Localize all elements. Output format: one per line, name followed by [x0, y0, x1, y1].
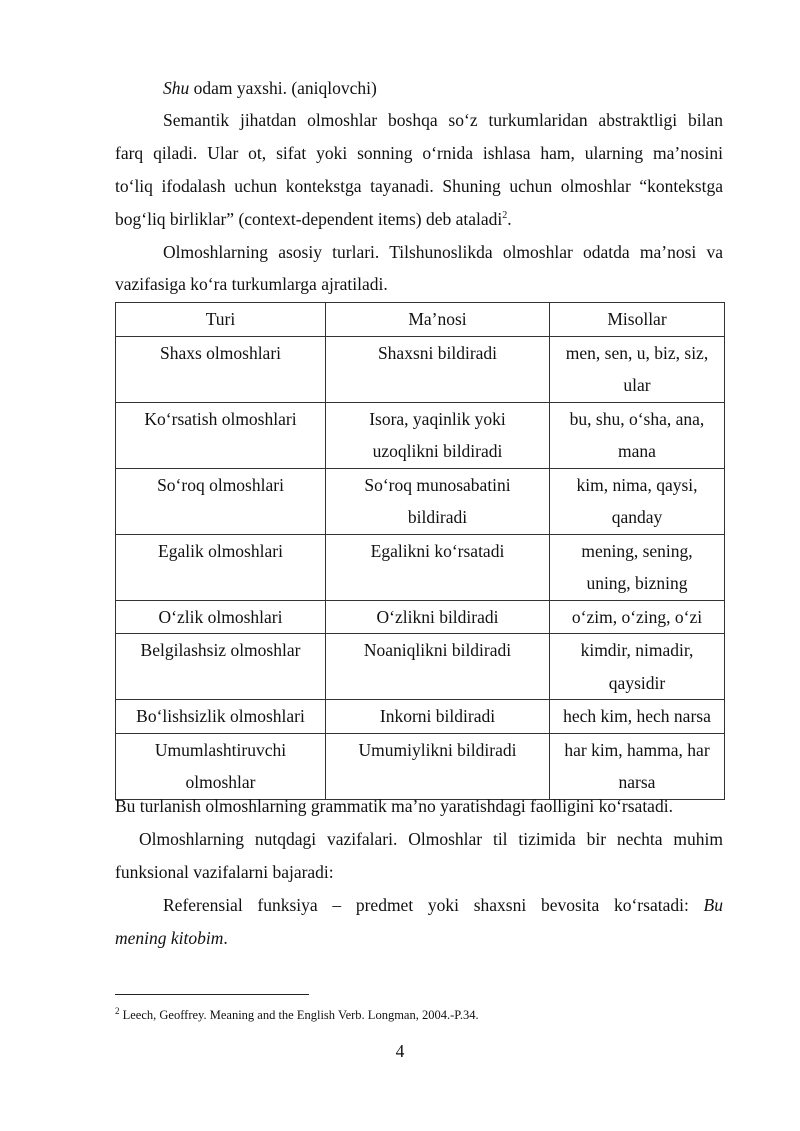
cell-misollar: mening, sening, uning, bizning [550, 534, 725, 600]
cell-misollar: kim, nima, qaysi, qanday [550, 468, 725, 534]
footnote-mark: 2 [115, 1006, 120, 1016]
cell-manosi: Noaniqlikni bildiradi [326, 634, 550, 700]
functions-paragraph-line-2: funksional vazifalarni bajaradi: [115, 862, 334, 882]
cell-manosi: Umumiylikni bildiradi [326, 733, 550, 799]
cell-misollar: har kim, hamma, har narsa [550, 733, 725, 799]
cell-manosi: Egalikni ko‘rsatadi [326, 534, 550, 600]
types-paragraph-line-2: vazifasiga ko‘ra turkumlarga ajratiladi. [115, 274, 388, 294]
referential-paragraph-line-1 [163, 889, 723, 922]
cell-manosi: Isora, yaqinlik yoki uzoqlikni bildiradi [326, 402, 550, 468]
table-row [116, 336, 725, 402]
cell-turi: Bo‘lishsizlik olmoshlari [116, 700, 326, 734]
table-row [116, 468, 725, 534]
semantic-paragraph-line-1: Semantik jihatdan olmoshlar boshqa so‘z turkumlaridan abstraktligi bilan [163, 110, 723, 130]
semantic-paragraph-line-3: to‘liq ifodalash uchun kontekstga tayanadi. Shuning uchun olmoshlar “kontekstga [115, 176, 723, 196]
referential-example-end: mening kitobim [115, 928, 224, 948]
table-row [116, 600, 725, 634]
cell-manosi: Shaxsni bildiradi [326, 336, 550, 402]
cell-turi: Umumlashtiruvchi olmoshlar [116, 733, 326, 799]
semantic-paragraph-end-text: bog‘liq birliklar” (context-dependent items) deb ataladi [115, 209, 503, 229]
referential-paragraph-line-2 [115, 922, 228, 955]
cell-turi: So‘roq olmoshlari [116, 468, 326, 534]
footnote-reference-mark[interactable]: 2 [502, 210, 508, 221]
table-row [116, 634, 725, 700]
semantic-paragraph-line-2: farq qiladi. Ular ot, sifat yoki sonning o‘rnida ishlasa ham, ularning ma’nosini [115, 143, 723, 163]
cell-misollar: kimdir, nimadir, qaysidir [550, 634, 725, 700]
cell-turi: O‘zlik olmoshlari [116, 600, 326, 634]
cell-misollar: bu, shu, o‘sha, ana, mana [550, 402, 725, 468]
cell-turi: Egalik olmoshlari [116, 534, 326, 600]
footnote [115, 1006, 479, 1024]
pronoun-types-table [115, 302, 725, 800]
semantic-paragraph-line-4 [115, 203, 512, 236]
cell-turi: Belgilashsiz olmoshlar [116, 634, 326, 700]
cell-misollar: men, sen, u, biz, siz, ular [550, 336, 725, 402]
cell-manosi: So‘roq munosabatini bildiradi [326, 468, 550, 534]
cell-turi: Ko‘rsatish olmoshlari [116, 402, 326, 468]
table-row [116, 700, 725, 734]
cell-misollar: o‘zim, o‘zing, o‘zi [550, 600, 725, 634]
referential-period: . [223, 928, 228, 948]
table-row [116, 534, 725, 600]
example-line [163, 72, 377, 105]
semantic-paragraph-period: . [507, 209, 512, 229]
referential-text: Referensial funksiya – predmet yoki shaxsni bevosita ko‘rsatadi: [163, 895, 704, 915]
example-italic-word: Shu [163, 78, 190, 98]
cell-misollar: hech kim, hech narsa [550, 700, 725, 734]
table-header-row [116, 303, 725, 337]
footnote-text: Leech, Geoffrey. Meaning and the English Verb. Longman, 2004.-P.34. [122, 1008, 479, 1022]
cell-turi: Shaxs olmoshlari [116, 336, 326, 402]
example-text: odam yaxshi. (aniqlovchi) [189, 78, 377, 98]
cell-manosi: Inkorni bildiradi [326, 700, 550, 734]
header-misollar: Misollar [550, 303, 725, 337]
header-turi: Turi [116, 303, 326, 337]
types-paragraph-line-1: Olmoshlarning asosiy turlari. Tilshunoslikda olmoshlar odatda ma’nosi va [163, 242, 723, 262]
after-table-sentence: Bu turlanish olmoshlarning grammatik ma’no yaratishdagi faolligini ko‘rsatadi. [115, 796, 673, 816]
table-row [116, 402, 725, 468]
referential-example-start: Bu [703, 895, 723, 915]
page-number: 4 [395, 1041, 405, 1061]
cell-manosi: O‘zlikni bildiradi [326, 600, 550, 634]
header-manosi: Ma’nosi [326, 303, 550, 337]
functions-paragraph-line-1: Olmoshlarning nutqdagi vazifalari. Olmoshlar til tizimida bir nechta muhim [139, 829, 723, 849]
footnote-separator [115, 994, 309, 995]
